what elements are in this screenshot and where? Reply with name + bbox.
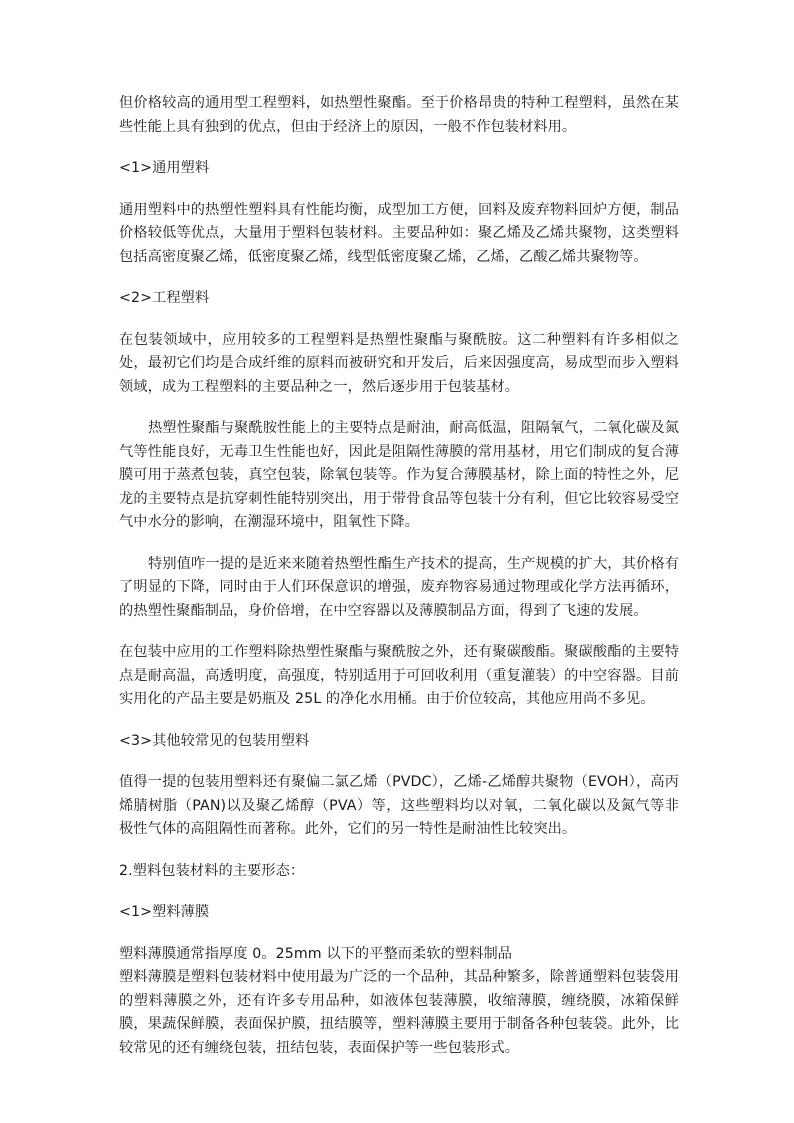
paragraph-general-plastics: 通用塑料中的热塑性塑料具有性能均衡，成型加工方便，回料及废弃物料回炉方便，制品价格较低等优点，大量用于塑料包装材料。主要品种如：聚乙烯及乙烯共聚物，这类塑料包括高密度聚乙烯，低密度聚乙烯，线型低密度聚乙烯，乙烯，乙酸乙烯共聚物等。 bbox=[119, 201, 679, 265]
paragraph-polycarbonate: 在包装中应用的工作塑料除热塑性聚酯与聚酰胺之外，还有聚碳酸酯。聚碳酸酯的主要特点是耐高温，高透明度，高强度，特别适用于可回收利用（重复灌装）的中空容器。目前实用化的产品主要是奶瓶及 25L 的净化水用桶。由于价位较高，其他应用尚不多见。 bbox=[119, 644, 679, 707]
heading-other-plastics: <3>其他较常见的包装用塑料 bbox=[119, 732, 310, 749]
paragraph-film-usage: 塑料薄膜是塑料包装材料中使用最为广泛的一个品种，其品种繁多，除普通塑料包装袋用的塑料薄膜之外，还有许多专用品种，如液体包装薄膜，收缩薄膜，缠绕膜，冰箱保鲜膜，果蔬保鲜膜，表面保护膜，扭结膜等，塑料薄膜主要用于制备各种包装袋。此外，比较常见的还有缠绕包装，扭结包装，表面保护等一些包装形式。 bbox=[119, 969, 679, 1056]
heading-plastic-film: <1>塑料薄膜 bbox=[119, 904, 210, 920]
heading-main-forms: 2.塑料包装材料的主要形态： bbox=[119, 862, 305, 879]
document-body bbox=[119, 92, 679, 1078]
paragraph-polyester-properties: 热塑性聚酯与聚酰胺性能上的主要特点是耐油，耐高低温，阻隔氧气，二氧化碳及氮气等性能良好，无毒卫生性能也好，因此是阻隔性薄膜的常用基材，用它们制成的复合薄膜可用于蒸煮包装，真空包装，除氧包装等。作为复合薄膜基材，除上面的特性之外，尼龙的主要特点是抗穿刺性能特别突出，用于带骨食品等包装十分有利，但它比较容易受空气中水分的影响，在潮湿环境中，阻氧性下降。 bbox=[119, 420, 679, 530]
paragraph-film-definition: 塑料薄膜通常指厚度 0。25mm 以下的平整而柔软的塑料制品 bbox=[119, 945, 513, 962]
paragraph-intro: 但价格较高的通用型工程塑料，如热塑性聚酯。至于价格昂贵的特种工程塑料，虽然在某些性能上具有独到的优点，但由于经济上的原因，一般不作包装材料用。 bbox=[119, 95, 679, 135]
heading-engineering-plastics: <2>工程塑料 bbox=[119, 290, 210, 306]
paragraph-engineering-plastics: 在包装领域中，应用较多的工程塑料是热塑性聚酯与聚酰胺。这二种塑料有许多相似之处，最初它们均是合成纤维的原料而被研究和开发后，后来因强度高，易成型而步入塑料领域，成为工程塑料的主要品种之一，然后逐步用于包装基材。 bbox=[119, 331, 679, 395]
paragraph-polyester-development: 特别值咋一提的是近来来随着热塑性酯生产技术的提高，生产规模的扩大，其价格有了明显的下降，同时由于人们环保意识的增强，废弃物容易通过物理或化学方法再循环，的热塑性聚酯制品，身价倍增，在中空容器以及薄膜制品方面，得到了飞速的发展。 bbox=[119, 555, 679, 619]
paragraph-other-plastics: 值得一提的包装用塑料还有聚偏二氯乙烯（PVDC），乙烯-乙烯醇共聚物（EVOH），高丙烯腈树脂（PAN)以及聚乙烯醇（PVA）等，这些塑料均以对氧，二氧化碳以及氮气等非极性气体的高阻隔性而著称。此外，它们的另一特性是耐油性比较突出。 bbox=[119, 774, 679, 837]
heading-general-plastics: <1>通用塑料 bbox=[119, 160, 210, 176]
